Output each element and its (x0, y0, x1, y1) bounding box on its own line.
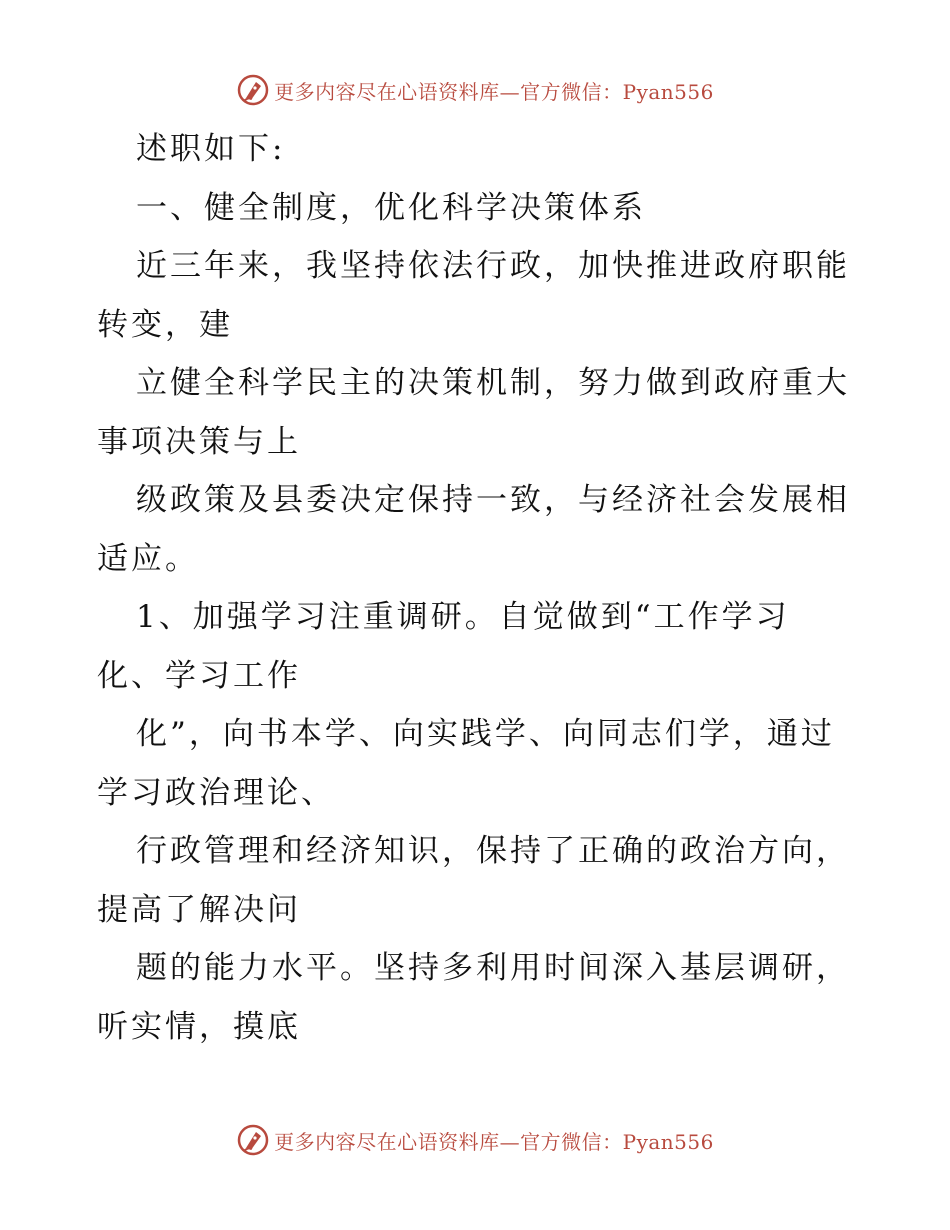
pen-nib-icon (236, 73, 270, 107)
body-line: 近三年来，我坚持依法行政，加快推进政府职能 (136, 248, 850, 284)
body-line: 题的能力水平。坚持多利用时间深入基层调研， (136, 950, 850, 986)
body-line: 事项决策与上 (97, 423, 301, 460)
header-banner-text: 更多内容尽在心语资料库—官方微信：Pyan556 (274, 79, 714, 104)
body-line: 述职如下: (136, 131, 286, 167)
body-line: 行政管理和经济知识，保持了正确的政治方向， (136, 833, 850, 869)
document-body (97, 120, 857, 1056)
body-line: 适应。 (97, 540, 199, 577)
section-heading: 一、健全制度，优化科学决策体系 (136, 189, 646, 226)
body-line: 级政策及县委决定保持一致，与经济社会发展相 (136, 482, 850, 518)
body-line: 1、加强学习注重调研。自觉做到“工作学习 (136, 599, 790, 635)
body-line: 听实情，摸底 (97, 1008, 301, 1045)
pen-nib-icon (236, 1123, 270, 1157)
body-line: 立健全科学民主的决策机制，努力做到政府重大 (136, 365, 850, 401)
body-line: 提高了解决问 (97, 891, 301, 928)
body-line: 化、学习工作 (97, 657, 301, 694)
body-line: 化”，向书本学、向实践学、向同志们学，通过 (136, 716, 835, 752)
body-line: 学习政治理论、 (97, 774, 335, 811)
footer-banner (0, 1120, 950, 1160)
footer-banner-text: 更多内容尽在心语资料库—官方微信：Pyan556 (274, 1129, 714, 1154)
body-line: 转变，建 (97, 306, 233, 343)
header-banner (0, 70, 950, 110)
